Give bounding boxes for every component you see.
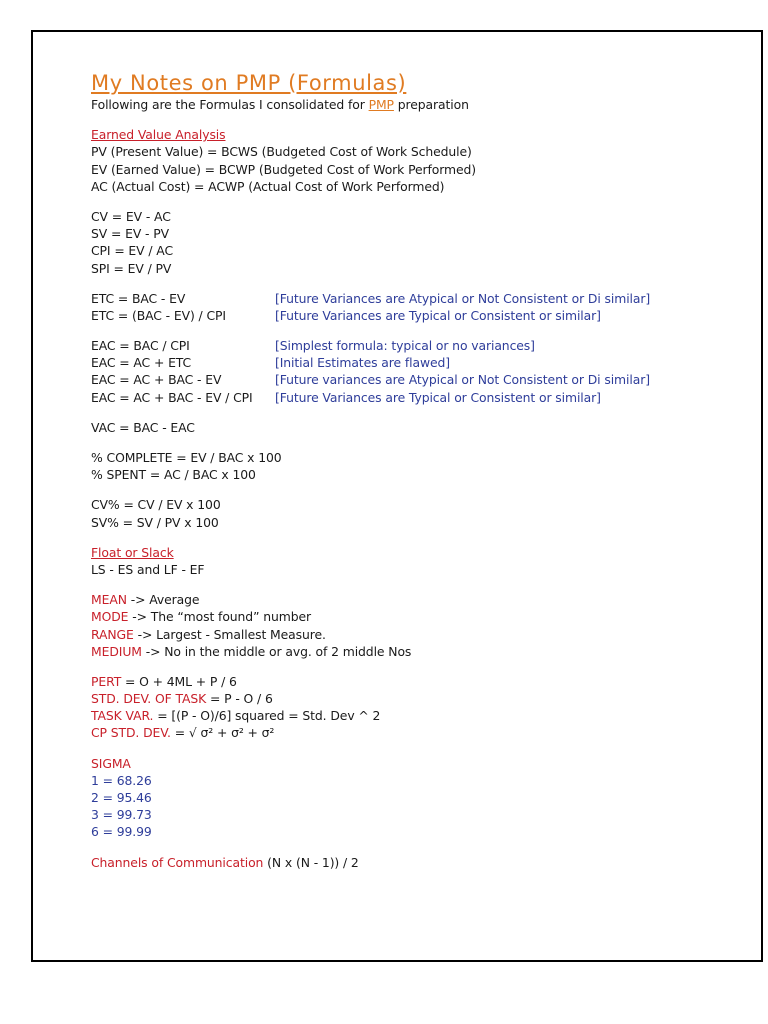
variance-percent-section xyxy=(91,496,751,530)
stats-term: MODE xyxy=(91,609,129,625)
channels-section xyxy=(91,854,751,871)
stats-text: -> Largest - Smallest Measure. xyxy=(133,626,326,642)
pert-line xyxy=(91,707,751,724)
stats-section xyxy=(91,591,751,660)
etc-row xyxy=(91,290,751,307)
eac-formula: EAC = AC + BAC - EV xyxy=(91,372,222,388)
etc-section xyxy=(91,290,751,324)
channels-term: Channels of Communication xyxy=(91,854,264,870)
stats-line xyxy=(91,608,751,625)
pert-text: = [(P - O)/6] squared = Std. Dev ^ 2 xyxy=(153,708,381,724)
pert-term: STD. DEV. OF TASK xyxy=(91,691,207,707)
eac-formula: EAC = AC + ETC xyxy=(91,355,192,371)
sigma-line: 1 = 68.26 xyxy=(91,772,152,788)
pert-term: CP STD. DEV. xyxy=(91,725,171,741)
stats-term: RANGE xyxy=(91,626,134,642)
pert-line xyxy=(91,690,751,707)
variance-line: CV = EV - AC xyxy=(91,208,171,224)
float-line: LS - ES and LF - EF xyxy=(91,561,205,577)
eac-row xyxy=(91,354,751,371)
stats-text: -> Average xyxy=(126,592,200,608)
stats-term: MEAN xyxy=(91,592,127,608)
page-title: My Notes on PMP (Formulas) xyxy=(91,71,407,95)
pert-term: TASK VAR. xyxy=(91,708,154,724)
percent-section xyxy=(91,449,751,483)
eac-row xyxy=(91,389,751,406)
evm-heading: Earned Value Analysis xyxy=(91,127,226,143)
percent-line: % COMPLETE = EV / BAC x 100 xyxy=(91,450,282,466)
pert-term: PERT xyxy=(91,673,122,689)
subtitle-suffix: preparation xyxy=(393,97,469,112)
pert-text: = √ σ² + σ² + σ² xyxy=(170,725,275,741)
eac-section xyxy=(91,337,751,406)
vac-section xyxy=(91,419,751,436)
variance-percent-line: CV% = CV / EV x 100 xyxy=(91,497,221,513)
eac-row xyxy=(91,337,751,354)
eac-formula: EAC = BAC / CPI xyxy=(91,338,190,354)
evm-line: EV (Earned Value) = BCWP (Budgeted Cost of Work Performed) xyxy=(91,161,477,177)
etc-row xyxy=(91,307,751,324)
sigma-line: 3 = 99.73 xyxy=(91,807,152,823)
etc-formula: ETC = (BAC - EV) / CPI xyxy=(91,307,226,323)
variance-percent-line: SV% = SV / PV x 100 xyxy=(91,514,219,530)
variance-line: CPI = EV / AC xyxy=(91,243,174,259)
eac-note: [Simplest formula: typical or no variances] xyxy=(275,338,535,354)
eac-note: [Future variances are Atypical or Not Consistent or Di similar] xyxy=(275,372,650,388)
document-page xyxy=(31,30,763,962)
pert-text: = P - O / 6 xyxy=(206,691,273,707)
sigma-line: 2 = 95.46 xyxy=(91,790,152,806)
stats-term: MEDIUM xyxy=(91,643,142,659)
eac-row xyxy=(91,371,751,388)
stats-line xyxy=(91,643,751,660)
pert-line xyxy=(91,673,751,690)
evm-line: PV (Present Value) = BCWS (Budgeted Cost of Work Schedule) xyxy=(91,144,472,160)
etc-note: [Future Variances are Typical or Consistent or similar] xyxy=(275,307,601,323)
stats-line xyxy=(91,591,751,608)
etc-note: [Future Variances are Atypical or Not Consistent or Di similar] xyxy=(275,290,651,306)
percent-line: % SPENT = AC / BAC x 100 xyxy=(91,467,256,483)
pert-line xyxy=(91,724,751,741)
float-heading: Float or Slack xyxy=(91,544,174,560)
vac-line: VAC = BAC - EAC xyxy=(91,419,195,435)
variance-section xyxy=(91,208,751,277)
pmp-link[interactable]: PMP xyxy=(368,97,394,112)
sigma-heading: SIGMA xyxy=(91,755,131,771)
float-section xyxy=(91,544,751,578)
stats-line xyxy=(91,626,751,643)
stats-text: -> The “most found” number xyxy=(128,609,311,625)
channels-line xyxy=(91,854,751,871)
subtitle xyxy=(91,96,751,113)
subtitle-prefix: Following are the Formulas I consolidated for xyxy=(91,97,369,112)
pert-section xyxy=(91,673,751,742)
sigma-line: 6 = 99.99 xyxy=(91,824,152,840)
eac-note: [Future Variances are Typical or Consistent or similar] xyxy=(275,389,601,405)
etc-formula: ETC = BAC - EV xyxy=(91,290,186,306)
variance-line: SV = EV - PV xyxy=(91,226,170,242)
eac-formula: EAC = AC + BAC - EV / CPI xyxy=(91,389,253,405)
eac-note: [Initial Estimates are flawed] xyxy=(275,355,451,371)
notes-content xyxy=(91,70,751,884)
sigma-section xyxy=(91,755,751,841)
stats-text: -> No in the middle or avg. of 2 middle Nos xyxy=(141,643,412,659)
evm-section xyxy=(91,126,751,195)
pert-text: = O + 4ML + P / 6 xyxy=(121,673,237,689)
evm-line: AC (Actual Cost) = ACWP (Actual Cost of Work Performed) xyxy=(91,178,445,194)
variance-line: SPI = EV / PV xyxy=(91,260,172,276)
channels-formula: (N x (N - 1)) / 2 xyxy=(263,854,359,870)
